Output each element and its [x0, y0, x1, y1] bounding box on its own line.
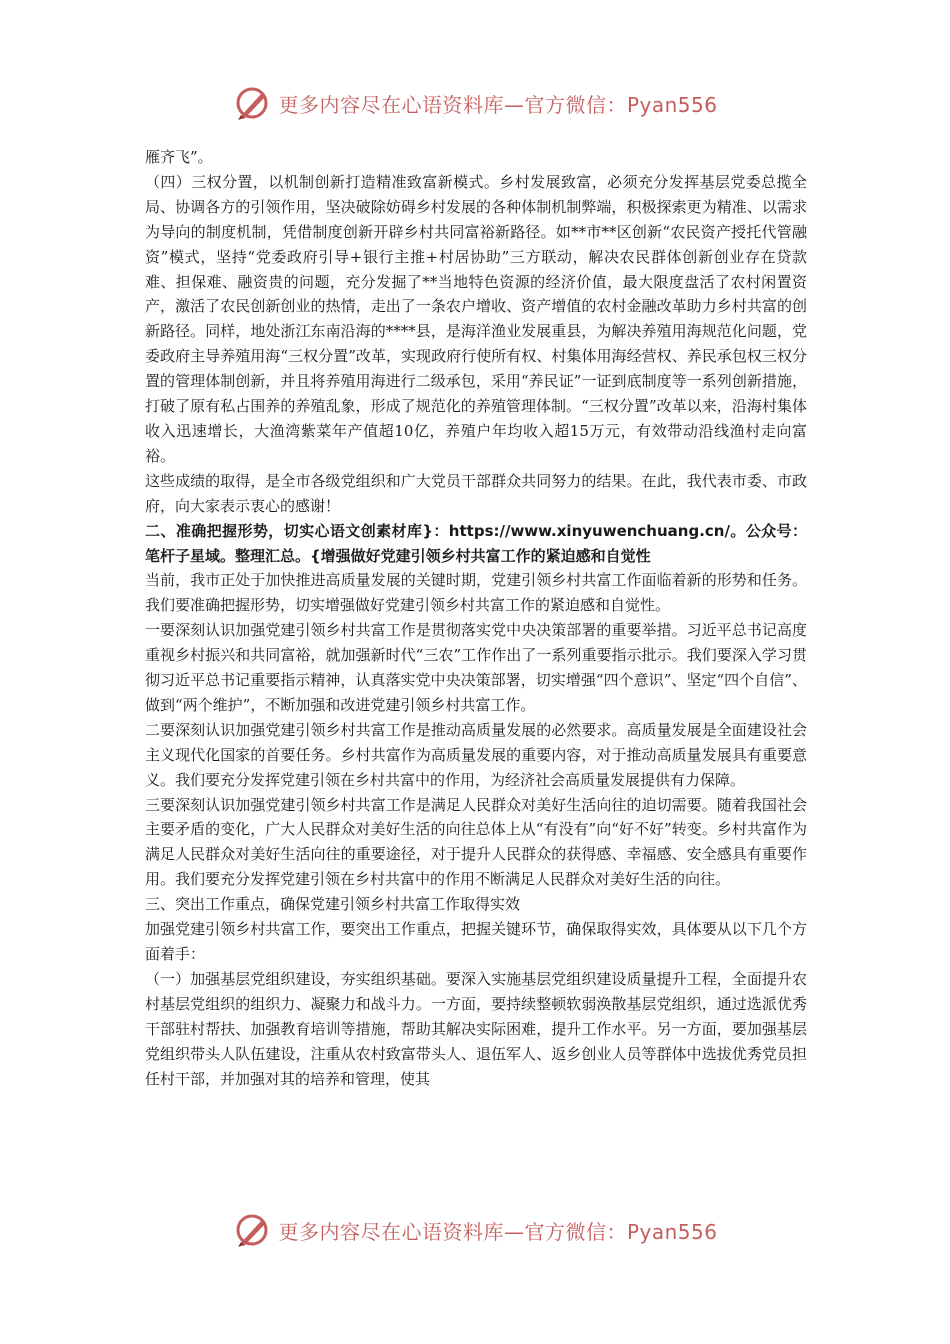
paragraph: 加强党建引领乡村共富工作，要突出工作重点，把握关键环节，确保取得实效，具体要从以下几个方面着手：: [145, 920, 807, 963]
watermark-text: 更多内容尽在心语资料库—官方微信：Pyan556: [278, 92, 718, 117]
paragraph: 三要深刻认识加强党建引领乡村共富工作是满足人民群众对美好生活向往的迫切需要。随着我国社会主要矛盾的变化，广大人民群众对美好生活的向往总体上从“有没有”向“好不好”转变。乡村共富作为满足人民群众对美好生活向往的重要途径，对于提升人民群众的获得感、幸福感、安全感具有重要作用。我们要充分发挥党建引领在乡村共富中的作用不断满足人民群众对美好生活的向往。: [145, 795, 807, 889]
pen-logo-icon: [232, 1210, 272, 1250]
paragraph: 一要深刻认识加强党建引领乡村共富工作是贯彻落实党中央决策部署的重要举措。习近平总书记高度重视乡村振兴和共同富裕，就加强新时代“三农”工作作出了一系列重要指示批示。我们要深入学习贯彻习近平总书记重要指示精神，认真落实党中央决策部署，切实增强“四个意识”、坚定“四个自信”、做到“两个维护”，不断加强和改进党建引领乡村共富工作。: [145, 621, 807, 714]
document-body: [145, 145, 807, 1091]
paragraph: 这些成绩的取得，是全市各级党组织和广大党员干部群众共同努力的结果。在此，我代表市委、市政府，向大家表示衷心的感谢！: [145, 471, 807, 515]
watermark-footer: [0, 1205, 950, 1255]
section-heading: 二、准确把握形势，切实心语文创素材库}：https://www.xinyuwenchuang.cn/。公众号：笔杆子星域。整理汇总。{增强做好党建引领乡村共富工作的紧迫感和自觉性: [145, 521, 807, 565]
paragraph: 二要深刻认识加强党建引领乡村共富工作是推动高质量发展的必然要求。高质量发展是全面建设社会主义现代化国家的首要任务。乡村共富作为高质量发展的重要内容，对于推动高质量发展具有重要意义。我们要充分发挥党建引领在乡村共富中的作用，为经济社会高质量发展提供有力保障。: [145, 720, 807, 789]
paragraph: 当前，我市正处于加快推进高质量发展的关键时期，党建引领乡村共富工作面临着新的形势和任务。我们要准确把握形势，切实增强做好党建引领乡村共富工作的紧迫感和自觉性。: [145, 571, 807, 615]
watermark-header: [0, 78, 950, 128]
paragraph: （一）加强基层党组织建设，夯实组织基础。要深入实施基层党组织建设质量提升工程，全面提升农村基层党组织的组织力、凝聚力和战斗力。一方面，要持续整顿软弱涣散基层党组织，通过选派优秀干部驻村帮扶、加强教育培训等措施，帮助其解决实际困难，提升工作水平。另一方面，要加强基层党组织带头人队伍建设，注重从农村致富带头人、退伍军人、返乡创业人员等群体中选拔优秀党员担任村干部，并加强对其的培养和管理，使其: [145, 969, 807, 1088]
paragraph: （四）三权分置，以机制创新打造精准致富新模式。乡村发展致富，必须充分发挥基层党委总揽全局、协调各方的引领作用，坚决破除妨碍乡村发展的各种体制机制弊端，积极探索更为精准、以需求为导向的制度机制，凭借制度创新开辟乡村共同富裕新路径。如**市**区创新“农民资产授托代管融资”模式，坚持“党委政府引导+银行主推+村居协助”三方联动，解决农民群体创新创业存在贷款难、担保难、融资贵的问题，充分发掘了**当地特色资源的经济价值，最大限度盘活了农村闲置资产，激活了农民创新创业的热情，走出了一条农户增收、资产增值的农村金融改革助力乡村共富的创新路径。同样，地处浙江东南沿海的****县，是海洋渔业发展重县，为解决养殖用海规范化问题，党委政府主导养殖用海“三权分置”改革，实现政府行使所有权、村集体用海经营权、养民承包权三权分置的管理体制创新，并且将养殖用海进行二级承包，采用“养民证”一证到底制度等一系列创新措施，打破了原有私占围养的养殖乱象，形成了规范化的养殖管理体制。“三权分置”改革以来，沿海村集体收入迅速增长，大渔湾紫菜年产值超10亿，养殖户年均收入超15万元，有效带动沿线渔村走向富裕。: [145, 172, 807, 465]
pen-logo-icon: [232, 83, 272, 123]
watermark-text: 更多内容尽在心语资料库—官方微信：Pyan556: [278, 1219, 718, 1244]
paragraph: 雁齐飞”。: [145, 148, 213, 166]
section-heading: 三、突出工作重点，确保党建引领乡村共富工作取得实效: [145, 895, 521, 914]
